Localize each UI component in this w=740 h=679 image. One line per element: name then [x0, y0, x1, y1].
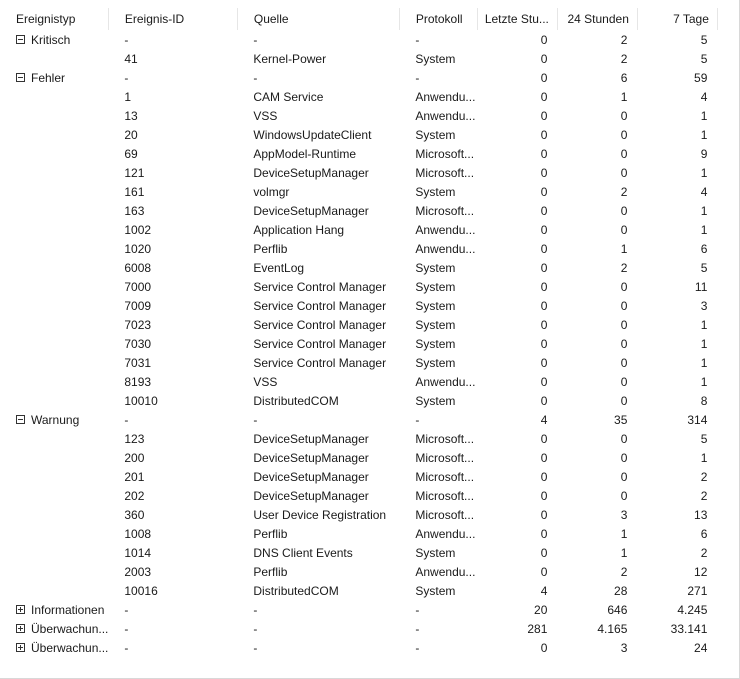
- h24-cell: 35: [614, 412, 628, 427]
- table-row[interactable]: [0, 581, 717, 600]
- event-type-cell: [0, 486, 108, 505]
- h24-cell: 0: [620, 393, 628, 408]
- source-cell: -: [253, 70, 258, 85]
- source-cell: EventLog: [253, 260, 305, 275]
- event-type-cell: [0, 87, 108, 106]
- event-id-cell: -: [124, 602, 129, 617]
- source-cell: DNS Client Events: [253, 545, 353, 560]
- table-row[interactable]: [0, 277, 717, 296]
- source-cell: Perflib: [253, 564, 288, 579]
- source-cell: DeviceSetupManager: [253, 203, 369, 218]
- d7-cell: 8: [700, 393, 708, 408]
- last-hour-cell: 0: [540, 108, 548, 123]
- event-id-cell: 360: [124, 507, 145, 522]
- log-cell: Microsoft...: [415, 488, 475, 503]
- log-cell: -: [415, 602, 420, 617]
- table-row[interactable]: [0, 239, 717, 258]
- event-type-cell: [0, 505, 108, 524]
- d7-cell: 1: [700, 450, 708, 465]
- column-header-last-hour[interactable]: Letzte Stu...: [477, 8, 557, 30]
- d7-cell: 6: [700, 526, 708, 541]
- h24-cell: 0: [620, 317, 628, 332]
- last-hour-cell: 0: [540, 51, 548, 66]
- event-id-cell: 1020: [124, 241, 152, 256]
- d7-cell: 9: [700, 146, 708, 161]
- d7-cell: 1: [700, 222, 708, 237]
- last-hour-cell: 20: [534, 602, 548, 617]
- expand-icon[interactable]: [16, 643, 25, 652]
- h24-cell: 3: [620, 640, 628, 655]
- h24-cell: 0: [620, 146, 628, 161]
- h24-cell: 0: [620, 355, 628, 370]
- last-hour-cell: 0: [540, 640, 548, 655]
- event-id-cell: 7009: [124, 298, 152, 313]
- last-hour-cell: 0: [540, 564, 548, 579]
- event-id-cell: 6008: [124, 260, 152, 275]
- group-row[interactable]: [0, 619, 717, 638]
- source-cell: AppModel-Runtime: [253, 146, 357, 161]
- event-type-cell: [0, 372, 108, 391]
- event-type-cell: [0, 106, 108, 125]
- group-row[interactable]: [0, 410, 717, 429]
- event-type-cell: [0, 163, 108, 182]
- event-id-cell: 10010: [124, 393, 158, 408]
- h24-cell: 0: [620, 336, 628, 351]
- last-hour-cell: 0: [540, 279, 548, 294]
- source-cell: -: [253, 412, 258, 427]
- log-cell: System: [415, 298, 456, 313]
- event-id-cell: 201: [124, 469, 145, 484]
- d7-cell: 271: [687, 583, 708, 598]
- event-type-label: Warnung: [31, 412, 80, 427]
- d7-cell: 13: [694, 507, 708, 522]
- event-type-cell: [0, 277, 108, 296]
- event-type-cell: [0, 68, 108, 87]
- event-type-cell: [0, 30, 108, 49]
- event-type-cell: [0, 581, 108, 600]
- event-type-cell: [0, 524, 108, 543]
- d7-cell: 4: [700, 184, 708, 199]
- last-hour-cell: 4: [540, 412, 548, 427]
- d7-cell: 5: [700, 260, 708, 275]
- event-id-cell: 41: [124, 51, 138, 66]
- h24-cell: 3: [620, 507, 628, 522]
- last-hour-cell: 0: [540, 241, 548, 256]
- log-cell: Anwendu...: [415, 108, 476, 123]
- source-cell: CAM Service: [253, 89, 324, 104]
- event-type-cell: [0, 543, 108, 562]
- d7-cell: 1: [700, 355, 708, 370]
- h24-cell: 0: [620, 431, 628, 446]
- event-type-cell: [0, 600, 108, 619]
- table-row[interactable]: [0, 505, 717, 524]
- event-id-cell: -: [124, 412, 129, 427]
- source-cell: Perflib: [253, 241, 288, 256]
- event-id-cell: 7023: [124, 317, 152, 332]
- collapse-icon[interactable]: [16, 415, 25, 424]
- event-id-cell: 2003: [124, 564, 152, 579]
- log-cell: System: [415, 184, 456, 199]
- event-type-cell: [0, 448, 108, 467]
- event-type-cell: [0, 49, 108, 68]
- event-id-cell: 123: [124, 431, 145, 446]
- d7-cell: 5: [700, 51, 708, 66]
- table-row[interactable]: [0, 144, 717, 163]
- last-hour-cell: 0: [540, 317, 548, 332]
- log-cell: -: [415, 640, 420, 655]
- d7-cell: 3: [700, 298, 708, 313]
- event-id-cell: -: [124, 621, 129, 636]
- table-row[interactable]: [0, 486, 717, 505]
- log-cell: Anwendu...: [415, 564, 476, 579]
- log-cell: Microsoft...: [415, 203, 475, 218]
- source-cell: -: [253, 621, 258, 636]
- event-type-cell: [0, 296, 108, 315]
- last-hour-cell: 0: [540, 450, 548, 465]
- source-cell: DistributedCOM: [253, 393, 339, 408]
- column-header-event-type[interactable]: Ereignistyp: [0, 8, 108, 30]
- event-type-cell: [0, 201, 108, 220]
- source-cell: -: [253, 640, 258, 655]
- last-hour-cell: 0: [540, 526, 548, 541]
- table-row[interactable]: [0, 334, 717, 353]
- last-hour-cell: 0: [540, 89, 548, 104]
- source-cell: VSS: [253, 108, 278, 123]
- header-row: [0, 8, 717, 30]
- table-row[interactable]: [0, 372, 717, 391]
- event-type-cell: [0, 391, 108, 410]
- h24-cell: 1: [620, 526, 628, 541]
- event-type-label: Kritisch: [31, 32, 71, 47]
- d7-cell: 12: [694, 564, 708, 579]
- d7-cell: 11: [694, 279, 708, 294]
- log-cell: Microsoft...: [415, 469, 475, 484]
- last-hour-cell: 0: [540, 146, 548, 161]
- source-cell: Application Hang: [253, 222, 345, 237]
- event-id-cell: 1002: [124, 222, 152, 237]
- event-id-cell: 69: [124, 146, 138, 161]
- source-cell: VSS: [253, 374, 278, 389]
- event-type-label: Überwachun...: [31, 640, 109, 655]
- log-cell: Microsoft...: [415, 431, 475, 446]
- source-cell: Service Control Manager: [253, 317, 387, 332]
- last-hour-cell: 0: [540, 184, 548, 199]
- source-cell: DeviceSetupManager: [253, 488, 369, 503]
- log-cell: -: [415, 412, 420, 427]
- source-cell: Service Control Manager: [253, 298, 387, 313]
- last-hour-cell: 0: [540, 545, 548, 560]
- h24-cell: 0: [620, 374, 628, 389]
- group-row[interactable]: [0, 638, 717, 657]
- source-cell: DeviceSetupManager: [253, 165, 369, 180]
- source-cell: Service Control Manager: [253, 279, 387, 294]
- table-row[interactable]: [0, 315, 717, 334]
- h24-cell: 0: [620, 127, 628, 142]
- table-row[interactable]: [0, 391, 717, 410]
- h24-cell: 0: [620, 203, 628, 218]
- column-header-event-id[interactable]: Ereignis-ID: [108, 8, 237, 30]
- event-type-cell: [0, 334, 108, 353]
- last-hour-cell: 0: [540, 488, 548, 503]
- h24-cell: 0: [620, 165, 628, 180]
- collapse-icon[interactable]: [16, 35, 25, 44]
- h24-cell: 2: [620, 260, 628, 275]
- h24-cell: 2: [620, 184, 628, 199]
- h24-cell: 6: [620, 70, 628, 85]
- d7-cell: 1: [700, 336, 708, 351]
- event-id-cell: -: [124, 70, 129, 85]
- expand-icon[interactable]: [16, 605, 25, 614]
- last-hour-cell: 0: [540, 507, 548, 522]
- event-id-cell: 7030: [124, 336, 152, 351]
- h24-cell: 4.165: [597, 621, 628, 636]
- last-hour-cell: 0: [540, 260, 548, 275]
- event-id-cell: 202: [124, 488, 145, 503]
- last-hour-cell: 0: [540, 355, 548, 370]
- d7-cell: 1: [700, 127, 708, 142]
- log-cell: System: [415, 127, 456, 142]
- table-row[interactable]: [0, 524, 717, 543]
- h24-cell: 0: [620, 108, 628, 123]
- table-row[interactable]: [0, 87, 717, 106]
- d7-cell: 1: [700, 374, 708, 389]
- log-cell: -: [415, 70, 420, 85]
- h24-cell: 28: [614, 583, 628, 598]
- d7-cell: 2: [700, 469, 708, 484]
- log-cell: System: [415, 336, 456, 351]
- last-hour-cell: 4: [540, 583, 548, 598]
- event-id-cell: 7000: [124, 279, 152, 294]
- event-id-cell: 163: [124, 203, 145, 218]
- table-row[interactable]: [0, 125, 717, 144]
- source-cell: Service Control Manager: [253, 355, 387, 370]
- d7-cell: 2: [700, 545, 708, 560]
- last-hour-cell: 0: [540, 374, 548, 389]
- h24-cell: 0: [620, 298, 628, 313]
- h24-cell: 2: [620, 51, 628, 66]
- source-cell: User Device Registration: [253, 507, 387, 522]
- event-type-cell: [0, 353, 108, 372]
- event-id-cell: 20: [124, 127, 138, 142]
- event-type-cell: [0, 182, 108, 201]
- log-cell: Microsoft...: [415, 507, 475, 522]
- table-row[interactable]: [0, 296, 717, 315]
- log-cell: -: [415, 621, 420, 636]
- last-hour-cell: 0: [540, 222, 548, 237]
- source-cell: volmgr: [253, 184, 290, 199]
- last-hour-cell: 0: [540, 32, 548, 47]
- last-hour-cell: 0: [540, 336, 548, 351]
- event-id-cell: 161: [124, 184, 145, 199]
- table-row[interactable]: [0, 543, 717, 562]
- event-id-cell: 1008: [124, 526, 152, 541]
- d7-cell: 4.245: [677, 602, 708, 617]
- last-hour-cell: 0: [540, 469, 548, 484]
- h24-cell: 0: [620, 488, 628, 503]
- table-row[interactable]: [0, 562, 717, 581]
- event-type-label: Überwachun...: [31, 621, 109, 636]
- last-hour-cell: 0: [540, 393, 548, 408]
- log-cell: Microsoft...: [415, 146, 475, 161]
- h24-cell: 2: [620, 564, 628, 579]
- d7-cell: 2: [700, 488, 708, 503]
- table-row[interactable]: [0, 201, 717, 220]
- last-hour-cell: 0: [540, 431, 548, 446]
- d7-cell: 33.141: [670, 621, 708, 636]
- log-cell: System: [415, 51, 456, 66]
- log-cell: Anwendu...: [415, 241, 476, 256]
- last-hour-cell: 281: [527, 621, 548, 636]
- d7-cell: 1: [700, 203, 708, 218]
- h24-cell: 2: [620, 32, 628, 47]
- event-type-cell: [0, 258, 108, 277]
- table-row[interactable]: [0, 429, 717, 448]
- log-cell: Anwendu...: [415, 526, 476, 541]
- log-cell: Anwendu...: [415, 222, 476, 237]
- group-row[interactable]: [0, 68, 717, 87]
- source-cell: Service Control Manager: [253, 336, 387, 351]
- h24-cell: 646: [607, 602, 628, 617]
- event-id-cell: -: [124, 32, 129, 47]
- event-id-cell: 13: [124, 108, 138, 123]
- d7-cell: 5: [700, 32, 708, 47]
- source-cell: -: [253, 32, 258, 47]
- expand-icon[interactable]: [16, 624, 25, 633]
- d7-cell: 314: [687, 412, 708, 427]
- collapse-icon[interactable]: [16, 73, 25, 82]
- column-header-7-days[interactable]: 7 Tage: [637, 8, 717, 30]
- event-type-label: Informationen: [31, 602, 105, 617]
- source-cell: DeviceSetupManager: [253, 431, 369, 446]
- column-header-source[interactable]: Quelle: [237, 8, 399, 30]
- table-row[interactable]: [0, 106, 717, 125]
- event-id-cell: 1014: [124, 545, 152, 560]
- event-id-cell: 121: [124, 165, 145, 180]
- event-type-cell: [0, 315, 108, 334]
- source-cell: Kernel-Power: [253, 51, 327, 66]
- group-row[interactable]: [0, 30, 717, 49]
- source-cell: Perflib: [253, 526, 288, 541]
- log-cell: System: [415, 260, 456, 275]
- event-type-cell: [0, 467, 108, 486]
- log-cell: System: [415, 393, 456, 408]
- log-cell: System: [415, 583, 456, 598]
- log-cell: Microsoft...: [415, 165, 475, 180]
- event-type-cell: [0, 239, 108, 258]
- h24-cell: 1: [620, 89, 628, 104]
- event-type-cell: [0, 125, 108, 144]
- table-row[interactable]: [0, 220, 717, 239]
- last-hour-cell: 0: [540, 165, 548, 180]
- source-cell: DeviceSetupManager: [253, 450, 369, 465]
- h24-cell: 1: [620, 241, 628, 256]
- table-row[interactable]: [0, 448, 717, 467]
- event-summary-table: [0, 8, 718, 657]
- table-row[interactable]: [0, 163, 717, 182]
- log-cell: System: [415, 545, 456, 560]
- source-cell: DeviceSetupManager: [253, 469, 369, 484]
- event-id-cell: 1: [124, 89, 132, 104]
- h24-cell: 1: [620, 545, 628, 560]
- log-cell: -: [415, 32, 420, 47]
- d7-cell: 4: [700, 89, 708, 104]
- table-row[interactable]: [0, 182, 717, 201]
- event-type-cell: [0, 429, 108, 448]
- table-row[interactable]: [0, 49, 717, 68]
- h24-cell: 0: [620, 450, 628, 465]
- h24-cell: 0: [620, 222, 628, 237]
- log-cell: System: [415, 317, 456, 332]
- source-cell: WindowsUpdateClient: [253, 127, 372, 142]
- d7-cell: 5: [700, 431, 708, 446]
- last-hour-cell: 0: [540, 127, 548, 142]
- event-type-cell: [0, 562, 108, 581]
- d7-cell: 1: [700, 317, 708, 332]
- column-header-24-hours[interactable]: 24 Stunden: [557, 8, 637, 30]
- log-cell: System: [415, 355, 456, 370]
- h24-cell: 0: [620, 279, 628, 294]
- log-cell: Anwendu...: [415, 374, 476, 389]
- source-cell: -: [253, 602, 258, 617]
- column-header-log[interactable]: Protokoll: [399, 8, 477, 30]
- table-row[interactable]: [0, 353, 717, 372]
- event-type-cell: [0, 638, 108, 657]
- d7-cell: 1: [700, 165, 708, 180]
- event-id-cell: 10016: [124, 583, 158, 598]
- event-id-cell: -: [124, 640, 129, 655]
- table-row[interactable]: [0, 258, 717, 277]
- log-cell: Microsoft...: [415, 450, 475, 465]
- d7-cell: 59: [694, 70, 708, 85]
- table-row[interactable]: [0, 467, 717, 486]
- d7-cell: 24: [694, 640, 708, 655]
- d7-cell: 1: [700, 108, 708, 123]
- event-type-cell: [0, 220, 108, 239]
- last-hour-cell: 0: [540, 298, 548, 313]
- event-id-cell: 8193: [124, 374, 152, 389]
- event-id-cell: 7031: [124, 355, 152, 370]
- h24-cell: 0: [620, 469, 628, 484]
- last-hour-cell: 0: [540, 203, 548, 218]
- group-row[interactable]: [0, 600, 717, 619]
- event-type-cell: [0, 619, 108, 638]
- last-hour-cell: 0: [540, 70, 548, 85]
- event-type-cell: [0, 144, 108, 163]
- event-type-label: Fehler: [31, 70, 66, 85]
- event-id-cell: 200: [124, 450, 145, 465]
- log-cell: System: [415, 279, 456, 294]
- d7-cell: 6: [700, 241, 708, 256]
- log-cell: Anwendu...: [415, 89, 476, 104]
- source-cell: DistributedCOM: [253, 583, 339, 598]
- event-type-cell: [0, 410, 108, 429]
